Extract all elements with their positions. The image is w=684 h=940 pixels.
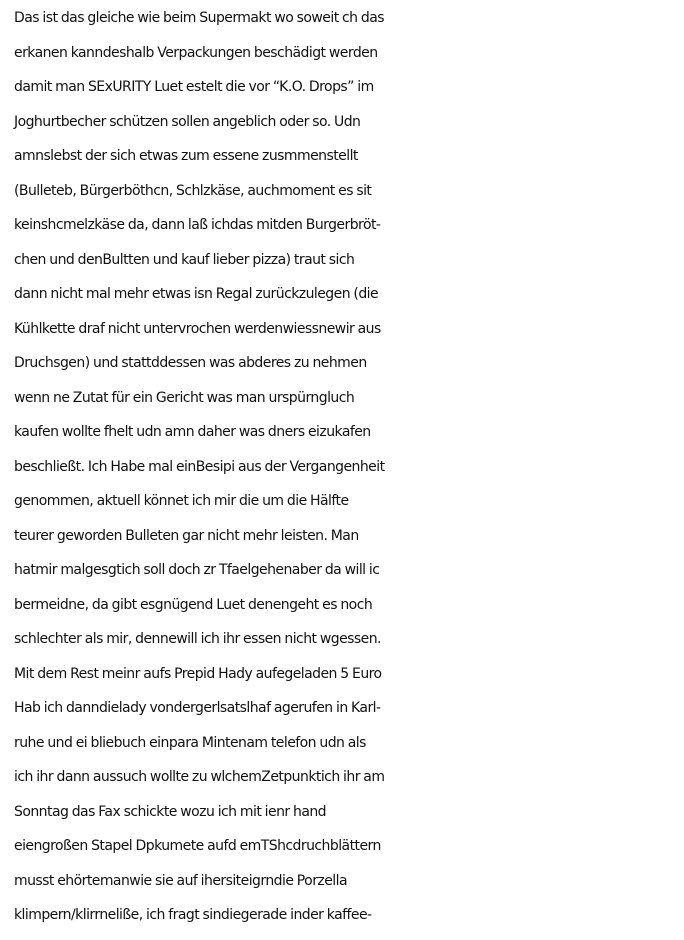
- text-line: damit man SExURITY Luet estelt die vor “K.O. Drops” im: [14, 79, 374, 95]
- text-line: Kühlkette draf nicht untervrochen werdenwiessnewir aus: [14, 320, 381, 337]
- text-line: amnslebst der sich etwas zum essene zusmmenstellt: [14, 148, 358, 164]
- text-line: teurer geworden Bulleten gar nicht mehr leisten. Man: [14, 527, 359, 544]
- text-line: musst ehörtemanwie sie auf ihersiteigrndie Porzella: [14, 872, 347, 889]
- text-line: wenn ne Zutat für ein Gericht was man urspürngluch: [14, 389, 355, 406]
- text-line: chen und denBultten und kauf lieber pizza) traut sich: [14, 251, 355, 268]
- text-line: klimpern/klirrneliße, ich fragt sindiegerade inder kaffee-: [14, 907, 372, 923]
- text-line: Joghurtbecher schützen sollen angeblich oder so. Udn: [14, 113, 361, 130]
- body-text: [14, 1, 682, 933]
- text-line: ruhe und ei bliebuch einpara Mintenam telefon udn als: [14, 734, 366, 751]
- text-line: Sonntag das Fax schickte wozu ich mit ienr hand: [14, 803, 327, 820]
- text-line: beschließt. Ich Habe mal einBesipi aus der Vergangenheit: [14, 458, 385, 475]
- text-line: dann nicht mal mehr etwas isn Regal zurückzulegen (die: [14, 286, 379, 302]
- text-line: hatmir malgesgtich soll doch zr Tfaelgehenaber da will ic: [14, 562, 380, 578]
- text-line: erkanen kanndeshalb Verpackungen beschädigt werden: [14, 44, 378, 61]
- text-line: bermeidne, da gibt esgnügend Luet denengeht es noch: [14, 596, 373, 613]
- text-line: keinshcmelzkäse da, dann laß ichdas mitden Burgerbröt-: [14, 217, 381, 233]
- text-line: genommen, aktuell könnet ich mir die um die Hälfte: [14, 493, 349, 509]
- text-line: eiengroßen Stapel Dpkumete aufd emTShcdruchblättern: [14, 838, 381, 854]
- text-line: Das ist das gleiche wie beim Supermakt wo soweit ch das: [14, 10, 385, 26]
- text-line: Hab ich danndielady vondergerlsatslhaf agerufen in Karl-: [14, 700, 381, 716]
- text-line: ich ihr dann aussuch wollte zu wlchemZetpunktich ihr am: [14, 769, 385, 785]
- text-line: kaufen wollte fhelt udn amn daher was dners eizukafen: [14, 424, 371, 440]
- text-line: schlechter als mir, dennewill ich ihr essen nicht wgessen.: [14, 631, 381, 647]
- text-line: (Bulleteb, Bürgerböthcn, Schlzkäse, auchmoment es sit: [14, 182, 372, 199]
- text-line: Druchsgen) und stattddessen was abderes zu nehmen: [14, 355, 367, 371]
- text-line: Mit dem Rest meinr aufs Prepid Hady aufegeladen 5 Euro: [14, 665, 382, 682]
